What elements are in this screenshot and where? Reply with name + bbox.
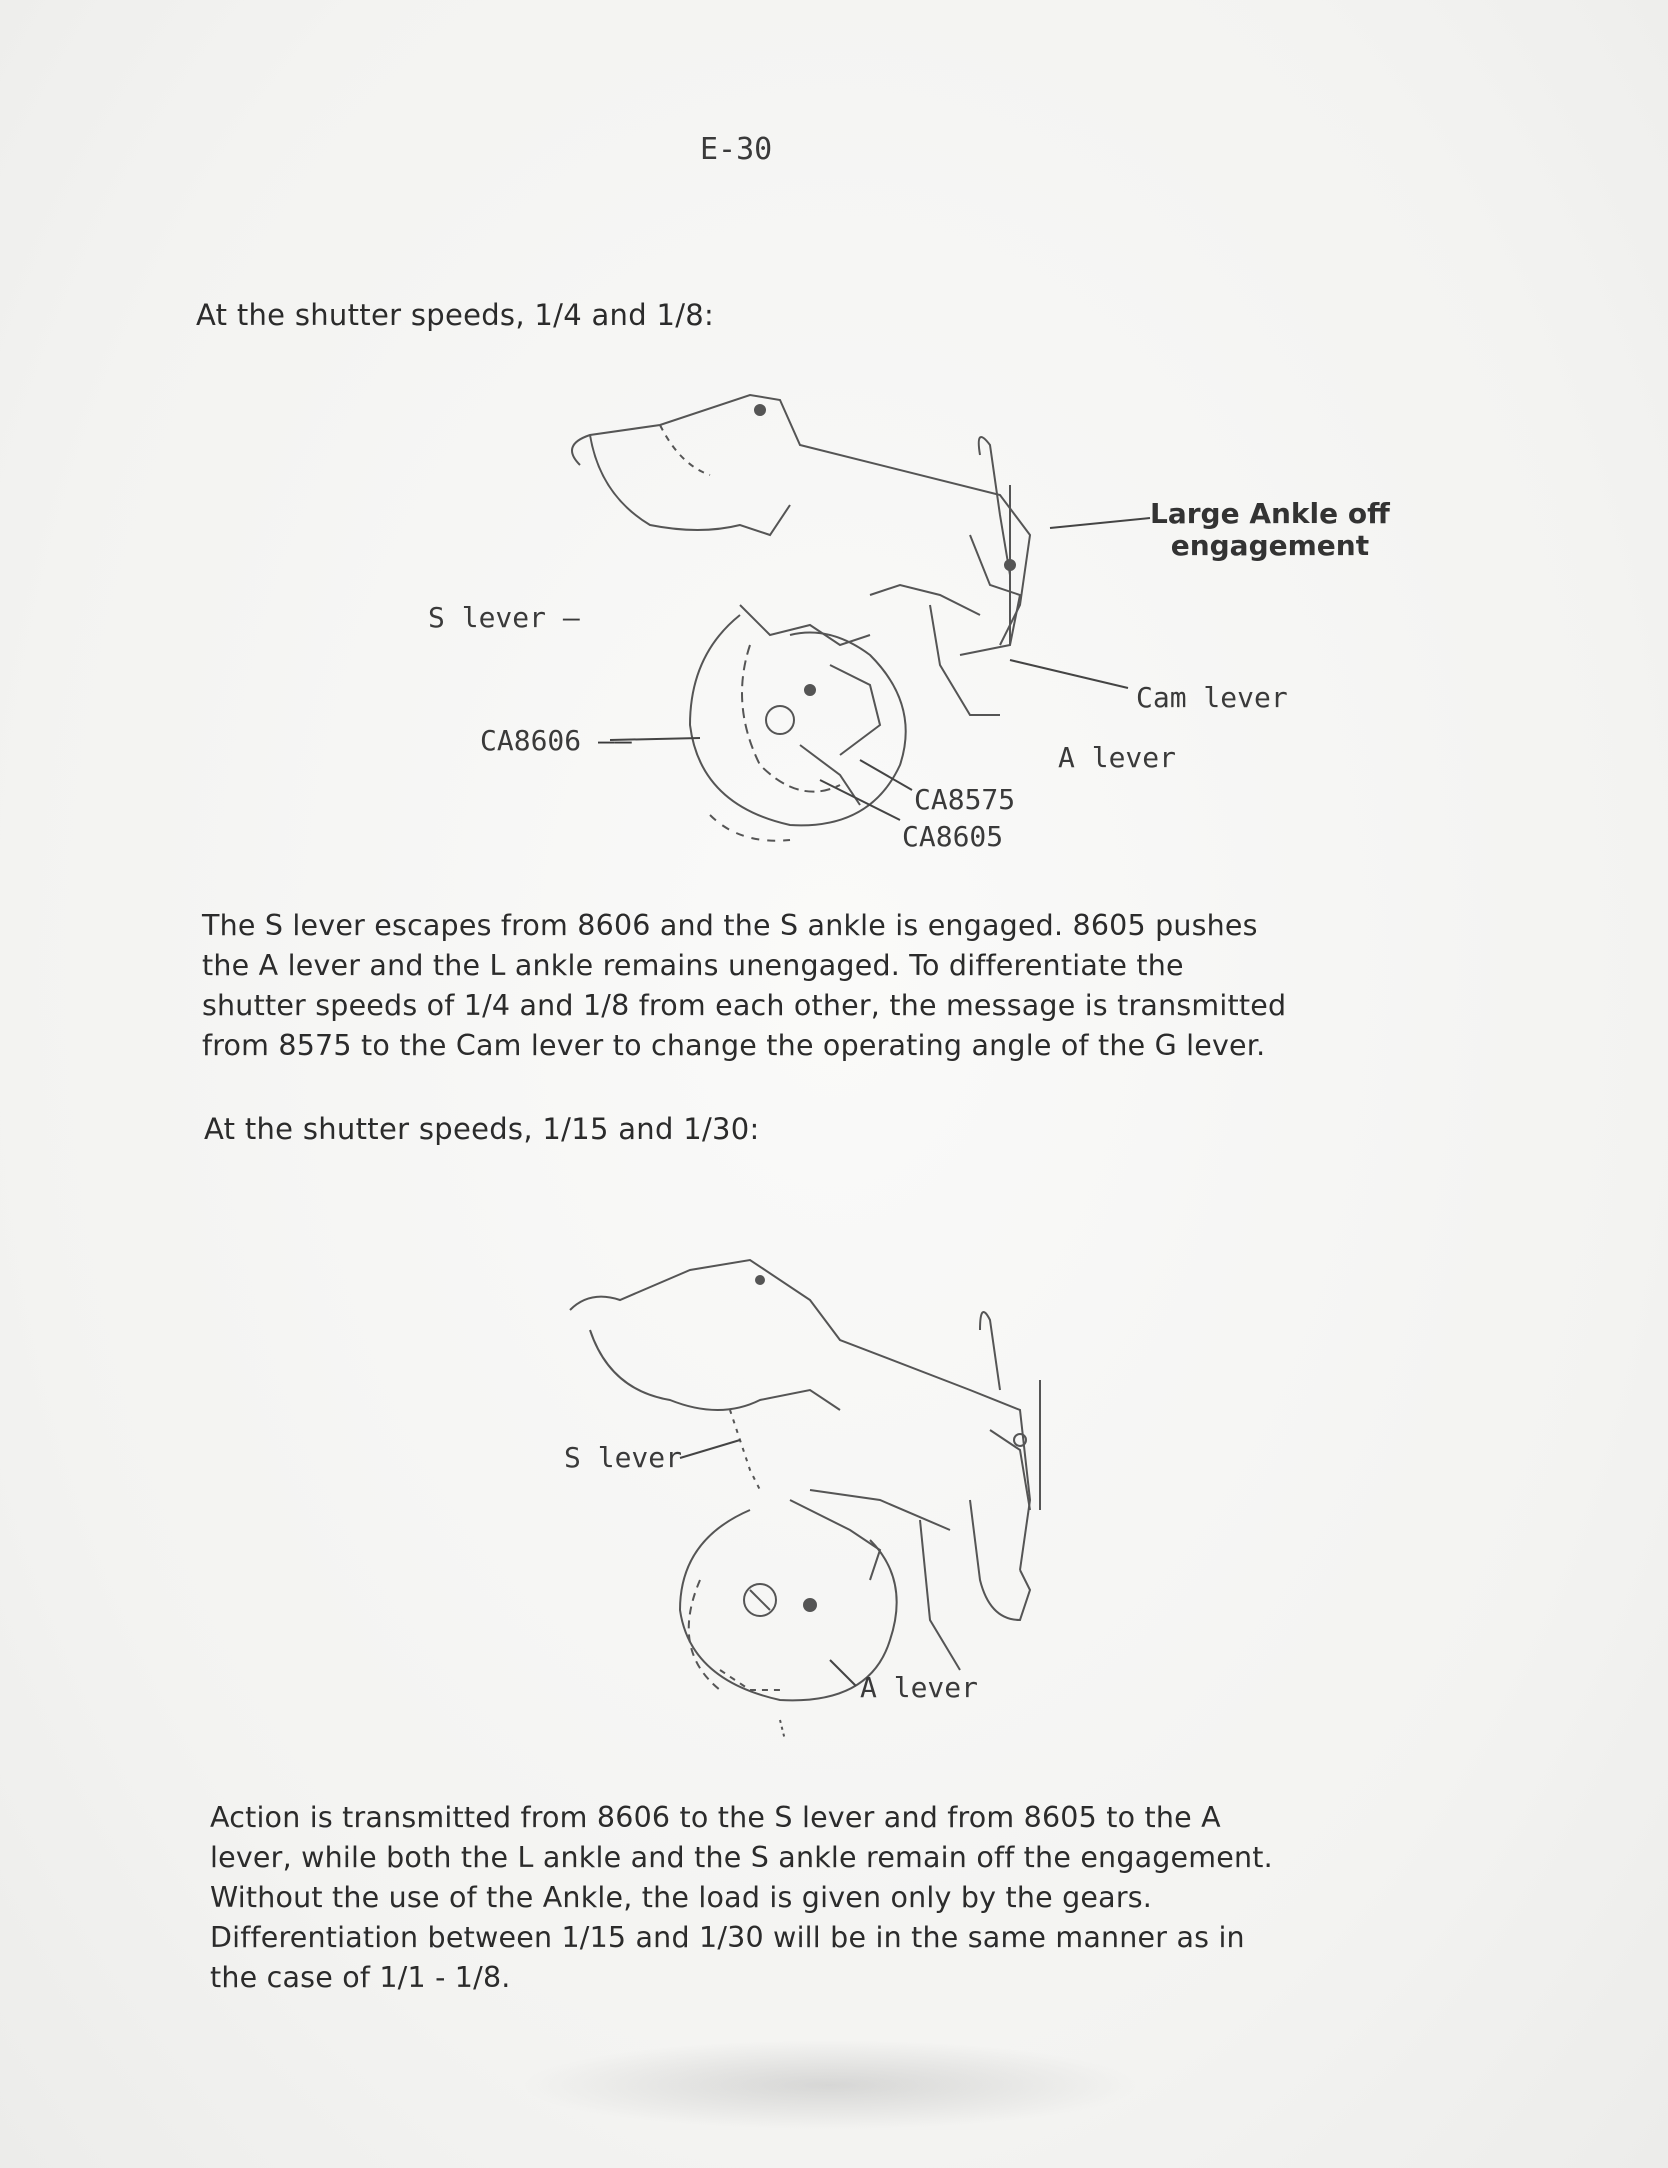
section1-paragraph: The S lever escapes from 8606 and the S ankle is engaged. 8605 pushes the A lever and the L ankle remains unengaged. To differentiate the shutter speeds of 1/4 and 1/8 from each other, the message is transmitted from 8575 to the Cam lever to change the operating angle of the G lever. [202,909,1287,1062]
label-large-ankle: Large Ankle off engagement [1150,497,1390,562]
section1-heading: At the shutter speeds, 1/4 and 1/8: [196,298,715,332]
section2-paragraph: Action is transmitted from 8606 to the S lever and from 8605 to the A lever, while both the L ankle and the S ankle remain off the engagement. Without the use of the Ankle, the load is given only by the gears. Differentiation between 1/15 and 1/30 will be in the same manner as in the case of 1/1 - 1/8. [210,1801,1273,1994]
label-s-lever-1: S lever — [428,601,580,634]
label-s-lever-2: S lever [564,1441,683,1474]
label-a-lever-1: A lever [1058,741,1177,774]
label-ca8575: CA8575 [914,783,1016,816]
label-ca8605: CA8605 [902,820,1004,853]
label-ca8606: CA8606 —— [480,724,632,757]
section2-heading: At the shutter speeds, 1/15 and 1/30: [204,1112,760,1146]
scan-shadow [520,2040,1140,2130]
label-a-lever-2: A lever [860,1671,979,1704]
page-number: E-30 [700,132,773,167]
label-cam-lever: Cam lever [1136,681,1288,714]
